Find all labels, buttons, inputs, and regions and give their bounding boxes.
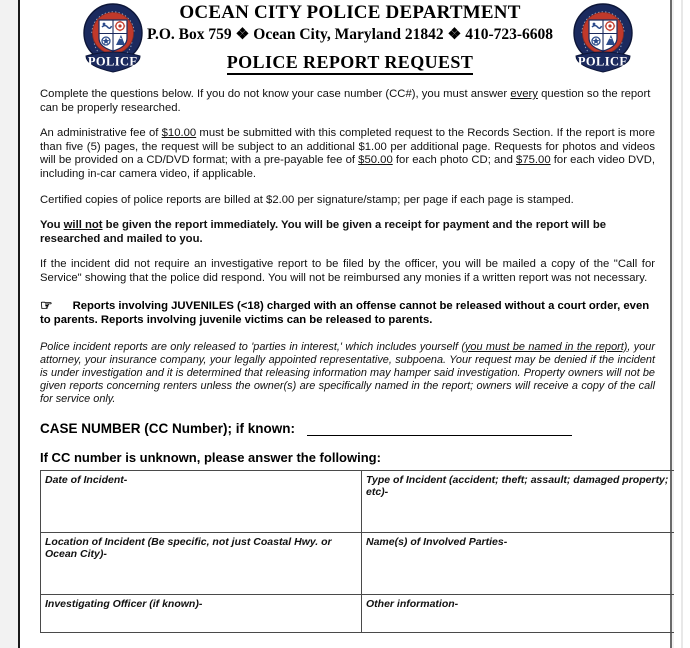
legal-text-part2: , your attorney, your insurance company, your legally appointed representative, subpoena. Your request may be denied if the incident is under investigation and it is determined that releasing information may hamper said investigation. Property owners will not be given reports concerning renters unless the owner(s) are specifically named in the report; owners will receive a copy of the call for service only. <box>40 340 655 406</box>
document-masthead <box>20 0 670 82</box>
juveniles-text: Reports involving JUVENILES (<18) charged with an offense cannot be released without a court order, even to parents. Reports involving juvenile victims can be released to parents. <box>40 299 650 327</box>
fee-amount-administrative: $10.00 <box>161 127 197 140</box>
case-number-row <box>40 421 655 436</box>
cell-label: Investigating Officer (if known)- <box>45 597 203 610</box>
document-sheet <box>18 0 672 648</box>
cell-label: Date of Incident- <box>45 473 128 486</box>
fees-text-part1: An administrative fee of <box>40 127 162 140</box>
badge-police-word: POLICE <box>87 54 139 69</box>
incident-details-table <box>40 470 675 633</box>
intro-emphasis-every: every <box>510 88 538 100</box>
cell-label: Name(s) of Involved Parties- <box>366 535 508 548</box>
badge-police-word: POLICE <box>577 54 629 69</box>
cell-investigating-officer[interactable] <box>41 594 362 632</box>
form-title <box>130 52 570 73</box>
cell-label: Type of Incident (accident; theft; assault; damaged property; etc)- <box>366 473 669 499</box>
table-intro-heading: If CC number is unknown, please answer the following: <box>40 449 381 465</box>
police-badge-icon-right <box>572 2 634 74</box>
cell-involved-parties[interactable] <box>362 532 675 594</box>
department-address: P.O. Box 759 ❖ Ocean City, Maryland 21842 ❖ 410-723-6608 <box>146 26 554 43</box>
cell-location-of-incident[interactable] <box>41 532 362 594</box>
table-row <box>41 470 675 532</box>
intro-text-part1: Complete the questions below. If you do not know your case number (CC#), you must answer <box>40 88 511 100</box>
department-name: OCEAN CITY POLICE DEPARTMENT <box>179 2 521 23</box>
fees-text-part4: for each video DVD, including in-car camera video, if applicable. <box>40 154 655 180</box>
fees-text-part3: for each photo CD; and <box>392 154 517 167</box>
pointing-hand-icon: ☞ <box>40 296 53 313</box>
legal-emphasis-named-in-report: (you must be named in the report) <box>461 340 628 353</box>
table-row <box>41 532 675 594</box>
paragraph-juveniles <box>40 298 655 328</box>
cell-date-of-incident[interactable] <box>41 470 362 532</box>
case-number-input[interactable] <box>307 423 572 436</box>
page-right-edge-shadow <box>681 0 683 648</box>
document-body <box>40 88 669 633</box>
cell-label: Other information- <box>366 597 459 610</box>
paragraph-parties-in-interest <box>40 341 655 407</box>
paragraph-fees <box>40 127 655 181</box>
no-immediate-part1: You <box>40 219 64 232</box>
fees-text-part2: must be submitted with this completed request to the Records Section. If the report is more than five (5) pages, the request will be subject to an additional $1.00 per additional page. Requests for photos and videos will be provided on a CD/DVD format; with a pre-payable fee of <box>40 127 655 167</box>
no-immediate-emphasis: will not <box>63 219 103 232</box>
document-content <box>20 0 670 648</box>
paragraph-intro <box>40 88 655 115</box>
fee-amount-photo-cd: $50.00 <box>358 154 393 167</box>
form-title-text: POLICE REPORT REQUEST <box>227 52 474 75</box>
paragraph-call-for-service: If the incident did not require an investigative report to be filed by the officer, you will be mailed a copy of the "Call for Service" showing that the police did respond. You will not be reimbursed any monies if a written report was not necessary. <box>40 258 655 284</box>
legal-text-part1: Police incident reports are only released to 'parties in interest,' which includes yourself <box>40 340 462 353</box>
paragraph-no-immediate-report <box>40 219 655 246</box>
no-immediate-part2: be given the report immediately. You will be given a receipt for payment and the report will be researched and mailed to you. <box>40 219 606 245</box>
case-number-label: CASE NUMBER (CC Number); if known: <box>40 420 295 436</box>
intro-text-part2: question so the report can be properly researched. <box>40 88 651 114</box>
paragraph-certified-copies: Certified copies of police reports are billed at $2.00 per signature/stamp; per page if each page is stamped. <box>40 193 574 206</box>
table-row <box>41 594 675 632</box>
cell-other-information[interactable] <box>362 594 675 632</box>
cell-type-of-incident[interactable] <box>362 470 675 532</box>
masthead-title-block <box>130 2 570 45</box>
cell-label: Location of Incident (Be specific, not just Coastal Hwy. or Ocean City)- <box>45 535 332 561</box>
fee-amount-video-dvd: $75.00 <box>516 154 551 167</box>
